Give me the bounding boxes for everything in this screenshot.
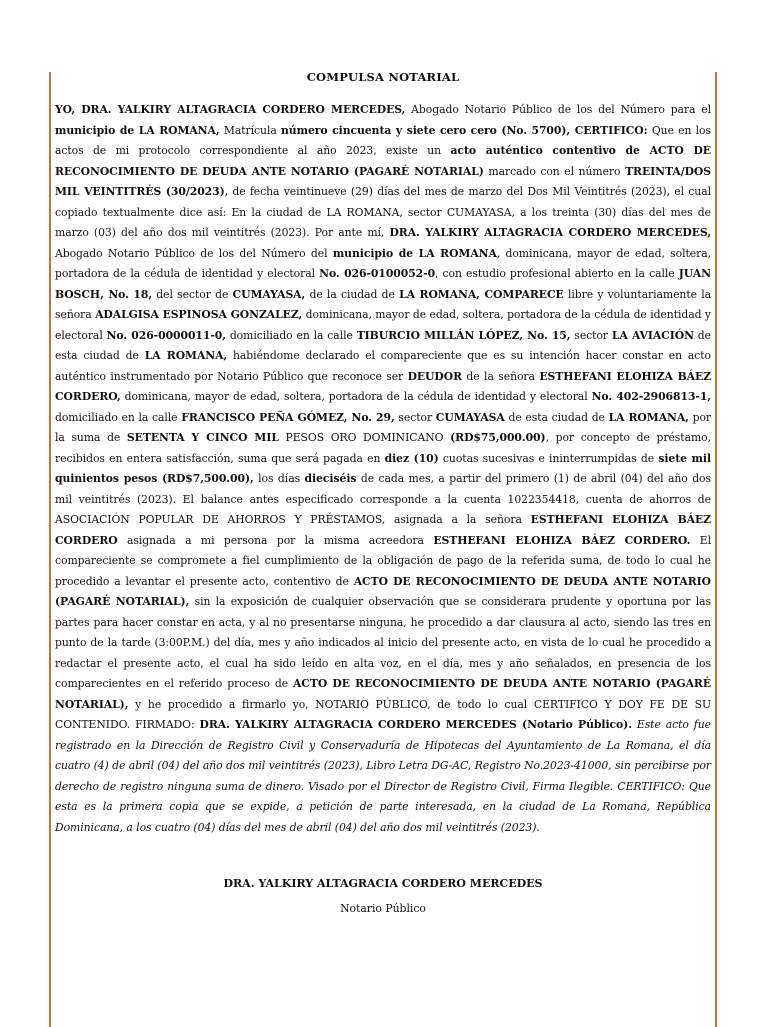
- bold-segment: número cincuenta y siete cero cero (No. 5700), CERTIFICO:: [280, 123, 648, 137]
- bold-segment: YO, DRA. YALKIRY ALTAGRACIA CORDERO MERCEDES,: [55, 103, 406, 116]
- bold-segment: FRANCISCO PEÑA GÓMEZ, No. 29,: [181, 410, 395, 424]
- text-segment: PESOS ORO DOMINICANO: [278, 431, 451, 444]
- text-segment: habiéndome declarado el compareciente que es su intención hacer constar en acto auténtico instrumentado por Notario Público que reconoce ser: [55, 349, 711, 383]
- bold-segment: SETENTA Y CINCO MIL: [126, 431, 279, 444]
- bold-segment: JUAN BOSCH, No. 18,: [55, 267, 711, 301]
- bold-segment: LA AVIACIÓN: [611, 328, 694, 342]
- text-segment: del sector de: [152, 287, 233, 301]
- bold-segment: No. 026-0100052-0: [319, 267, 436, 280]
- document-body: [55, 100, 711, 838]
- bold-segment: diez (10): [384, 451, 439, 465]
- bold-segment: DEUDOR: [407, 369, 463, 383]
- bold-segment: TIBURCIO MILLÁN LÓPEZ, No. 15,: [356, 328, 571, 342]
- text-segment: sector: [570, 328, 612, 342]
- text-segment: sector: [394, 410, 436, 424]
- bold-segment: DRA. YALKIRY ALTAGRACIA CORDERO MERCEDES,: [389, 226, 711, 239]
- text-segment: marcado con el número: [483, 164, 626, 178]
- text-segment: Abogado Notario Público de los del Número para el: [405, 103, 711, 116]
- text-segment: , por concepto de préstamo, recibidos en entera satisfacción, suma que será pagada en: [55, 431, 711, 465]
- text-segment: de la ciudad de: [305, 287, 400, 301]
- text-segment: domiciliado en la calle: [55, 410, 182, 424]
- bold-segment: LA ROMANA,: [144, 349, 228, 362]
- bold-segment: CUMAYASA,: [232, 287, 306, 301]
- text-segment: Que en los actos de mi protocolo correspondiente al año 2023, existe un: [55, 123, 711, 157]
- text-segment: de esta ciudad de: [504, 410, 609, 424]
- text-segment: El compareciente se compromete a fiel cumplimiento de la obligación de pago de la referida suma, de todo lo cual he procedido a levantar el presente acto, contentivo de: [55, 533, 712, 588]
- text-segment: asignada a mi persona por la misma acreedora: [117, 533, 434, 547]
- bold-segment: acto auténtico contentivo de ACTO DE RECONOCIMIENTO DE DEUDA ANTE NOTARIO (PAGARÉ NOTARIAL): [55, 144, 711, 178]
- bold-segment: ADALGISA ESPINOSA GONZALEZ,: [95, 308, 303, 321]
- text-segment: dominicana, mayor de edad, soltera, portadora de la cédula de identidad y electoral: [120, 390, 592, 403]
- text-segment: domiciliado en la calle: [225, 328, 357, 342]
- bold-segment: ESTHEFANI ELOHIZA BÁEZ CORDERO: [55, 513, 712, 547]
- bold-segment: ACTO DE RECONOCIMIENTO DE DEUDA ANTE NOTARIO (PAGARÉ NOTARIAL),: [55, 677, 712, 711]
- bold-segment: CUMAYASA: [435, 410, 505, 424]
- bold-segment: dieciséis: [304, 472, 357, 485]
- text-segment: Abogado Notario Público de los del Número del: [55, 246, 333, 260]
- signature-role: Notario Público: [340, 902, 426, 915]
- left-margin-rule: [49, 72, 51, 1027]
- right-margin-rule: [715, 72, 717, 1027]
- bold-segment: LA ROMANA, COMPARECE: [399, 287, 564, 301]
- bold-segment: municipio de LA ROMANA,: [55, 123, 220, 137]
- signature-name: DRA. YALKIRY ALTAGRACIA CORDERO MERCEDES: [223, 877, 543, 890]
- text-segment: libre y voluntariamente la señora: [55, 287, 711, 321]
- document-title: COMPULSA NOTARIAL: [306, 70, 460, 84]
- bold-segment: No. 026-0000011-0,: [106, 328, 226, 342]
- italic-segment: Este acto fue registrado en la Dirección de Registro Civil y Conservaduría de Hipotecas del Ayuntamiento de La Romana, el día cuatro (4) de abril (04) del año dos mil veintitrés (2023), Libro Letra DG-AC, Registro No.2023-41000, sin percibirse por derecho de registro ninguna suma de dinero. Visado por el Director de Registro Civil, Firma Ilegible. CERTIFICO: Que esta es la primera copia que se expide, a petición de parte interesada, en la ciudad de La Romana, República Dominicana, a los cuatro (04) días del mes de abril (04) del año dos mil veintitrés (2023).: [55, 718, 711, 834]
- text-segment: , con estudio profesional abierto en la calle: [435, 267, 679, 280]
- text-segment: de la señora: [462, 369, 540, 383]
- bold-segment: No. 402-2906813-1,: [591, 390, 711, 403]
- bold-segment: ESTHEFANI ELOHIZA BÁEZ CORDERO.: [433, 533, 691, 547]
- text-segment: Matrícula: [219, 123, 281, 137]
- bold-segment: LA ROMANA,: [608, 410, 689, 424]
- text-segment: , de fecha veintinueve (29) días del mes de marzo del Dos Mil Veintitrés (2023), el cual copiado textualmente dice así: En la ciudad de LA ROMANA, sector CUMAYASA, a los treinta (30) días del mes de marzo (03) del año dos mil veintitrés (2023). Por ante mí,: [55, 185, 711, 239]
- text-segment: , dominicana, mayor de edad, soltera, portadora de la cédula de identidad y electoral: [55, 246, 711, 280]
- bold-segment: ESTHEFANI ELOHIZA BÁEZ CORDERO,: [55, 369, 711, 403]
- text-segment: de cada mes, a partir del primero (1) de abril (04) del año dos mil veintitrés (2023). El balance antes especificado corresponde a la cuenta 1022354418, cuenta de ahorros de ASOCIACIÓN POPULAR DE AHORROS Y PRÉSTAMOS, asignada a la señora: [55, 472, 712, 526]
- text-segment: cuotas sucesivas e ininterrumpidas de: [438, 451, 659, 465]
- text-segment: por la suma de: [55, 410, 712, 444]
- text-segment: de esta ciudad de: [55, 328, 711, 362]
- text-segment: dominicana, mayor de edad, soltera, portadora de la cédula de identidad y electoral: [55, 308, 711, 342]
- bold-segment: siete mil quinientos pesos (RD$7,500.00),: [55, 451, 712, 485]
- text-segment: los días: [253, 472, 305, 485]
- bold-segment: municipio de LA ROMANA: [332, 246, 497, 260]
- bold-segment: DRA. YALKIRY ALTAGRACIA CORDERO MERCEDES (Notario Público).: [199, 718, 632, 731]
- text-segment: sin la exposición de cualquier observación que se considerara prudente y oportuna por las partes para hacer constar en acta, y al no presentarse ninguna, he procedido a dar clausura al acto, siendo las tres en punto de la tarde (3:00P.M.) del día, mes y año indicados al inicio del presente acto, en vista de lo cual he procedido a redactar el presente acto, el cual ha sido leído en alta voz, en el día, mes y año señalados, en presencia de los comparecientes en el referido proceso de: [55, 595, 712, 690]
- text-segment: y he procedido a firmarlo yo, NOTARIO PÚBLICO, de todo lo cual CERTIFICO Y DOY FE DE SU CONTENIDO. FIRMADO:: [55, 697, 711, 731]
- bold-segment: (RD$75,000.00): [450, 431, 546, 444]
- bold-segment: ACTO DE RECONOCIMIENTO DE DEUDA ANTE NOTARIO (PAGARÉ NOTARIAL),: [55, 574, 711, 608]
- bold-segment: TREINTA/DOS MIL VEINTITRÉS (30/2023): [55, 164, 711, 198]
